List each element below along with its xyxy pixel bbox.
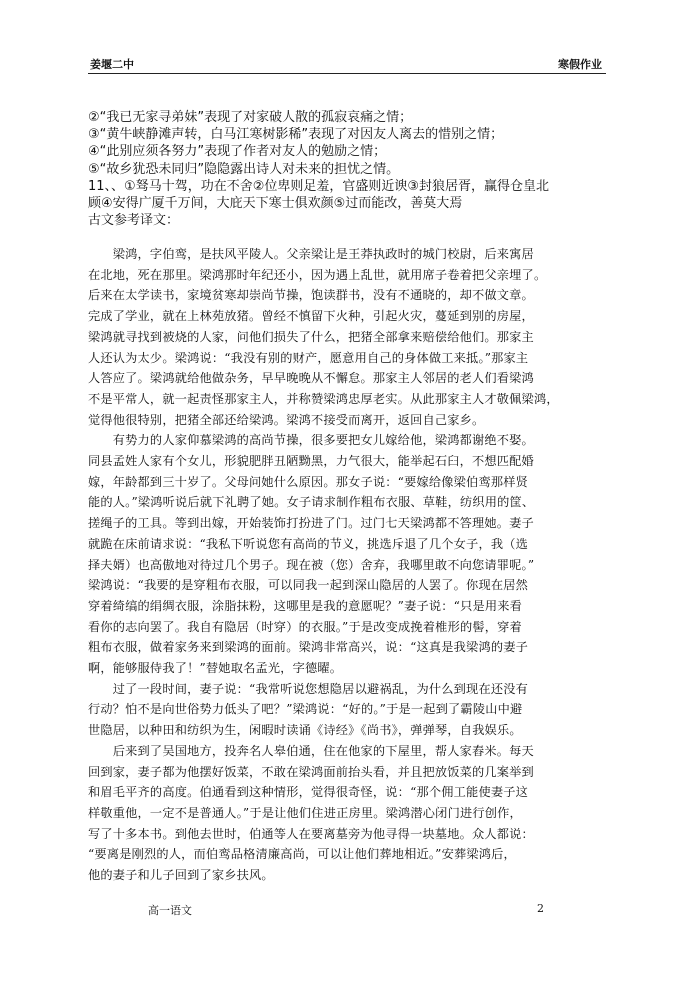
answer-line: 古文参考译文： [88,213,180,229]
translation-line: 人还认为太少。梁鸿说：“我没有别的财产，愿意用自己的身体做工来抵。”那家主 [88,350,529,365]
translation-line: 和眉毛平齐的高度。伯通看到这种情形，觉得很奇怪，说：“那个佣工能使妻子这 [88,785,528,800]
translation-line: 世隐居，以种田和纺织为生，闲暇时读诵《诗经》《尚书》，弹弹琴，自我娱乐。 [88,723,522,738]
translation-line: 行动？怕不是向世俗势力低头了吧？”梁鸿说：“好的。”于是一起到了霸陵山中避 [88,702,523,717]
translation-line: 梁鸿就寻找到被烧的人家，问他们损失了什么，把猪全部拿来赔偿给他们。那家主 [88,329,534,344]
translation-line: 同县孟姓人家有个女儿，形貌肥胖丑陋黝黑，力气很大，能举起石臼，不想匹配婚 [88,454,534,469]
translation-line: 嫁，年龄都到三十岁了。父母问她什么原因。那女子说：“要嫁给像梁伯鸾那样贤 [88,474,528,489]
answer-line: ③“黄牛峡静滩声转，白马江寒树影稀”表现了对因友人离去的惜别之情； [88,127,504,143]
translation-line: 他的妻子和儿子回到了家乡扶风。 [88,868,274,883]
translation-line: “要离是刚烈的人，而伯鸾品格清廉高尚，可以让他们葬地相近。”安葬梁鸿后， [88,847,516,862]
translation-line: 写了十多本书。到他去世时，伯通等人在要离墓旁为他寻得一块墓地。众人都说： [88,826,534,841]
school-name: 姜堰二中 [90,58,134,71]
answer-line: ②“我已无家寻弟妹”表现了对家破人散的孤寂哀痛之情； [88,110,413,125]
translation-line: 择夫婿）也高傲地对待过几个男子。现在被（您）舍弃，我哪里敢不向您请罪呢。” [88,557,535,572]
translation-line: 后来在太学读书，家境贫寒却崇尚节操，饱读群书，没有不通晓的，却不做文章。 [88,288,534,303]
page-header [88,54,606,74]
translation-line: 梁鸿说：“我要的是穿粗布衣服，可以同我一起到深山隐居的人罢了。你现在居然 [88,578,528,593]
translation-line: 过了一段时间，妻子说：“我常听说您想隐居以避祸乱，为什么到现在还没有 [88,681,528,696]
translation-line: 在北地，死在那里。梁鸿那时年纪还小，因为遇上乱世，就用席子卷着把父亲埋了。 [88,267,547,282]
header-title: 寒假作业 [558,58,602,71]
page-number: 2 [537,902,544,915]
translation-line: 看你的志向罢了。我自有隐居（时穿）的衣服。”于是改变成挽着椎形的髻，穿着 [88,619,522,634]
translation-line: 啊，能够服侍我了！”替她取名孟光，字德曜。 [88,661,343,676]
translation-line: 回到家，妻子都为他摆好饭菜，不敢在梁鸿面前抬头看，并且把放饭菜的几案举到 [88,764,534,779]
translation-line: 有势力的人家仰慕梁鸿的高尚节操，很多要把女儿嫁给他，梁鸿都谢绝不娶。 [88,433,534,448]
answer-line: ④“此别应须各努力”表现了作者对友人的勉励之情； [88,144,387,160]
header-divider [88,73,606,74]
answer-line: ⑤“故乡犹恐未同归”隐隐露出诗人对未来的担忧之情。 [88,161,400,177]
translation-line: 穿着绮缟的绢绸衣服，涂脂抹粉，这哪里是我的意愿呢？”妻子说：“只是用来看 [88,598,523,613]
footer-subject: 高一语文 [148,904,192,917]
translation-line: 不是平常人，就一起责怪那家主人，并称赞梁鸿忠厚老实。从此那家主人才敬佩梁鸿， [88,391,559,406]
translation-line: 能的人。”梁鸿听说后就下礼聘了她。女子请求制作粗布衣服、草鞋，纺织用的筐、 [88,495,535,510]
translation-line: 粗布衣服，做着家务来到梁鸿的面前。梁鸿非常高兴，说：“这真是我梁鸿的妻子 [88,640,528,655]
translation-line: 样敬重他，一定不是普通人。”于是让他们住进正房里。梁鸿潜心闭门进行创作， [88,805,522,820]
translation-section [88,244,603,886]
translation-line: 梁鸿，字伯鸾，是扶风平陵人。父亲梁让是王莽执政时的城门校尉，后来寓居 [88,247,534,261]
answer-line: 顾④安得广厦千万间，大庇天下寒士俱欢颜⑤过而能改，善莫大焉 [88,196,463,212]
answer-line: 11、、①驽马十驾，功在不舍②位卑则足羞，官盛则近谀③封狼居胥，赢得仓皇北 [88,178,550,194]
translation-line: 人答应了。梁鸿就给他做杂务，早早晚晚从不懈怠。那家主人邻居的老人们看梁鸿 [88,371,534,386]
translation-line: 觉得他很特别，把猪全部还给梁鸿。梁鸿不接受而离开，返回自己家乡。 [88,412,485,427]
translation-line: 搓绳子的工具。等到出嫁，开始装饰打扮进了门。过门七天梁鸿都不答理她。妻子 [88,516,534,531]
translation-line: 就跪在床前请求说：“我私下听说您有高尚的节义，挑选斥退了几个女子，我（选 [88,536,528,551]
translation-line: 后来到了吴国地方，投奔名人皋伯通，住在他家的下屋里，帮人家舂米。每天 [88,743,534,758]
translation-line: 完成了学业，就在上林苑放猪。曾经不慎留下火种，引起火灾，蔓延到别的房屋， [88,309,534,324]
answer-section [88,109,603,229]
